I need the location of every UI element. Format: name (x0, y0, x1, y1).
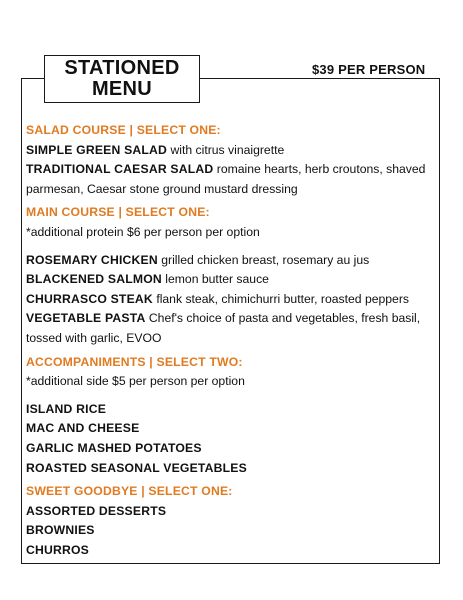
list-item: ROASTED SEASONAL VEGETABLES (26, 460, 247, 475)
list-item: GARLIC MASHED POTATOES (26, 440, 202, 455)
menu-item-desc: lemon butter sauce (165, 272, 269, 287)
menu-item (26, 251, 436, 271)
menu-item-name: BLACKENED SALMON (26, 272, 162, 287)
list-item: ASSORTED DESSERTS (26, 503, 167, 518)
menu-item (26, 290, 436, 310)
list-item: ISLAND RICE (26, 401, 107, 416)
menu-item-name: VEGETABLE PASTA (26, 311, 146, 326)
menu-item-desc: Chef's choice of pasta and vegetables, fresh basil, (148, 311, 421, 326)
price-per-person: $39 PER PERSON (312, 62, 426, 77)
menu-item (26, 270, 436, 290)
dessert-section-heading: SWEET GOODBYE | SELECT ONE: (26, 484, 233, 499)
main-surcharge-note: *additional protein $6 per person per option (26, 224, 260, 239)
menu-item-desc: with citrus vinaigrette (170, 142, 285, 157)
menu-title-box (44, 55, 200, 103)
salad-section-heading: SALAD COURSE | SELECT ONE: (26, 123, 221, 137)
list-item: MAC AND CHEESE (26, 421, 140, 436)
menu-content (26, 121, 436, 560)
menu-item (26, 160, 436, 180)
menu-item (26, 141, 436, 161)
menu-item-desc-continued: tossed with garlic, EVOO (26, 330, 162, 345)
sides-section-heading: ACCOMPANIMENTS | SELECT TWO: (26, 354, 243, 369)
menu-item-desc: grilled chicken breast, rosemary au jus (161, 252, 370, 267)
list-item: CHURROS (26, 542, 90, 557)
menu-item-desc: romaine hearts, herb croutons, shaved (216, 162, 426, 177)
menu-item (26, 309, 436, 329)
menu-item-name: TRADITIONAL CAESAR SALAD (26, 162, 214, 177)
menu-item-desc: flank steak, chimichurri butter, roasted peppers (156, 291, 409, 306)
list-item: BROWNIES (26, 523, 95, 538)
menu-title-line-1: STATIONED (64, 57, 180, 79)
menu-item-name: ROSEMARY CHICKEN (26, 252, 158, 267)
main-section-heading: MAIN COURSE | SELECT ONE: (26, 205, 210, 220)
sides-surcharge-note: *additional side $5 per person per option (26, 374, 245, 389)
menu-title-line-2: MENU (91, 78, 153, 100)
menu-item-name: SIMPLE GREEN SALAD (26, 142, 168, 157)
menu-item-desc-continued: parmesan, Caesar stone ground mustard dressing (26, 181, 298, 196)
menu-item-name: CHURRASCO STEAK (26, 291, 153, 306)
